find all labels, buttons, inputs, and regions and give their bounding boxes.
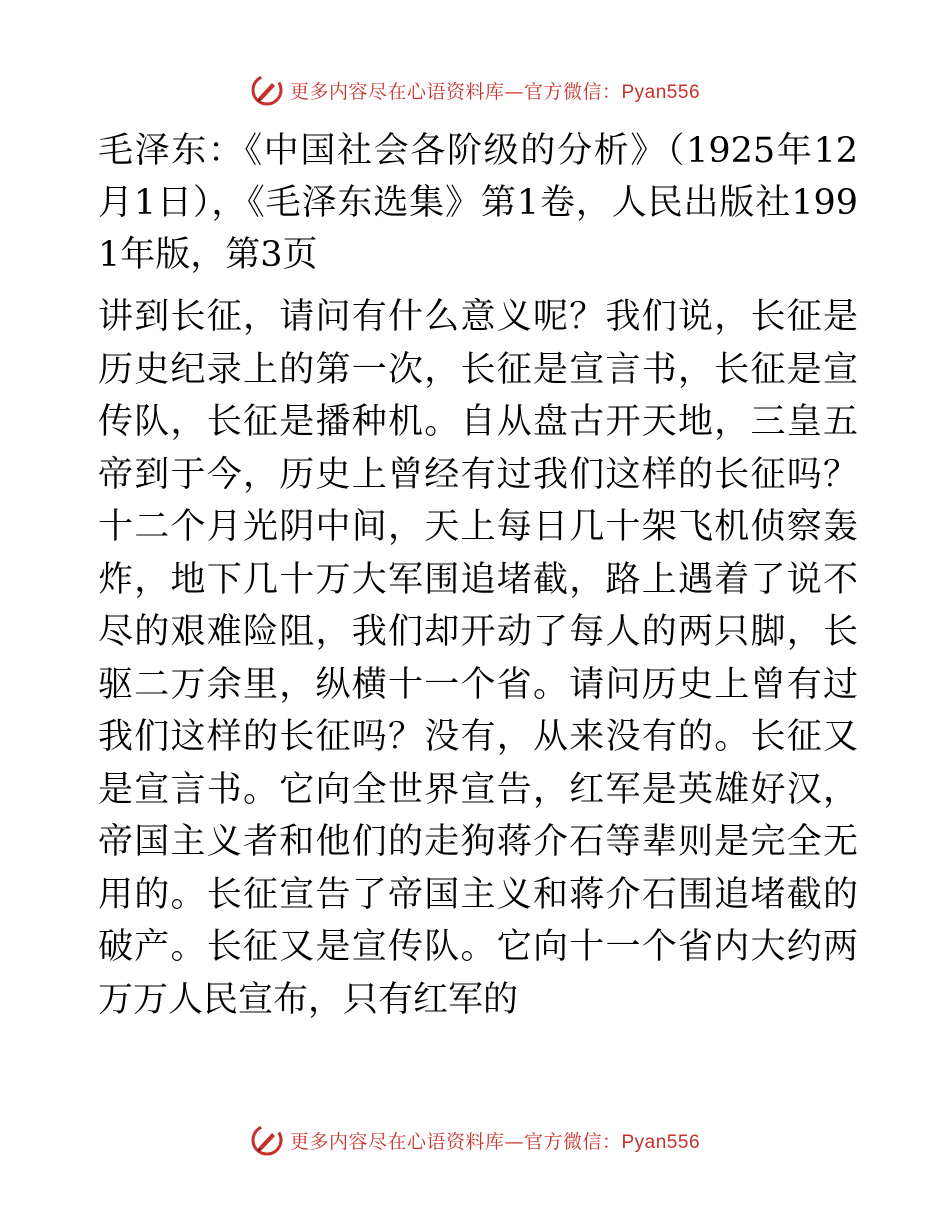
watermark-label: 更多内容尽在心语资料库—官方微信： (289, 80, 622, 103)
watermark-label: 更多内容尽在心语资料库—官方微信： (289, 1130, 622, 1153)
pen-logo-icon (250, 1123, 284, 1157)
body-paragraph: 讲到长征，请问有什么意义呢？我们说，长征是历史纪录上的第一次，长征是宣言书，长征是宣传队，长征是播种机。自从盘古开天地，三皇五帝到于今，历史上曾经有过我们这样的长征吗？十二个月光阴中间，天上每日几十架飞机侦察轰炸，地下几十万大军围追堵截，路上遇着了说不尽的艰难险阻，我们却开动了每人的两只脚，长驱二万余里，纵横十一个省。请问历史上曾有过我们这样的长征吗？没有，从来没有的。长征又是宣言书。它向全世界宣告，红军是英雄好汉，帝国主义者和他们的走狗蒋介石等辈则是完全无用的。长征宣告了帝国主义和蒋介石围追堵截的破产。长征又是宣传队。它向十一个省内大约两万万人民宣布，只有红军的 (98, 297, 858, 1020)
footer-watermark (0, 1120, 950, 1160)
watermark-handle: Pyan556 (621, 81, 701, 103)
citation-paragraph: 毛泽东：《中国社会各阶级的分析》（1925年12月1日），《毛泽东选集》第1卷，人民出版社1991年版，第3页 (98, 131, 858, 275)
header-watermark (0, 70, 950, 110)
pen-logo-icon (250, 73, 284, 107)
document-body (98, 125, 858, 1026)
watermark-handle: Pyan556 (621, 1131, 701, 1153)
watermark-text (290, 1127, 700, 1154)
watermark-text (290, 77, 700, 104)
